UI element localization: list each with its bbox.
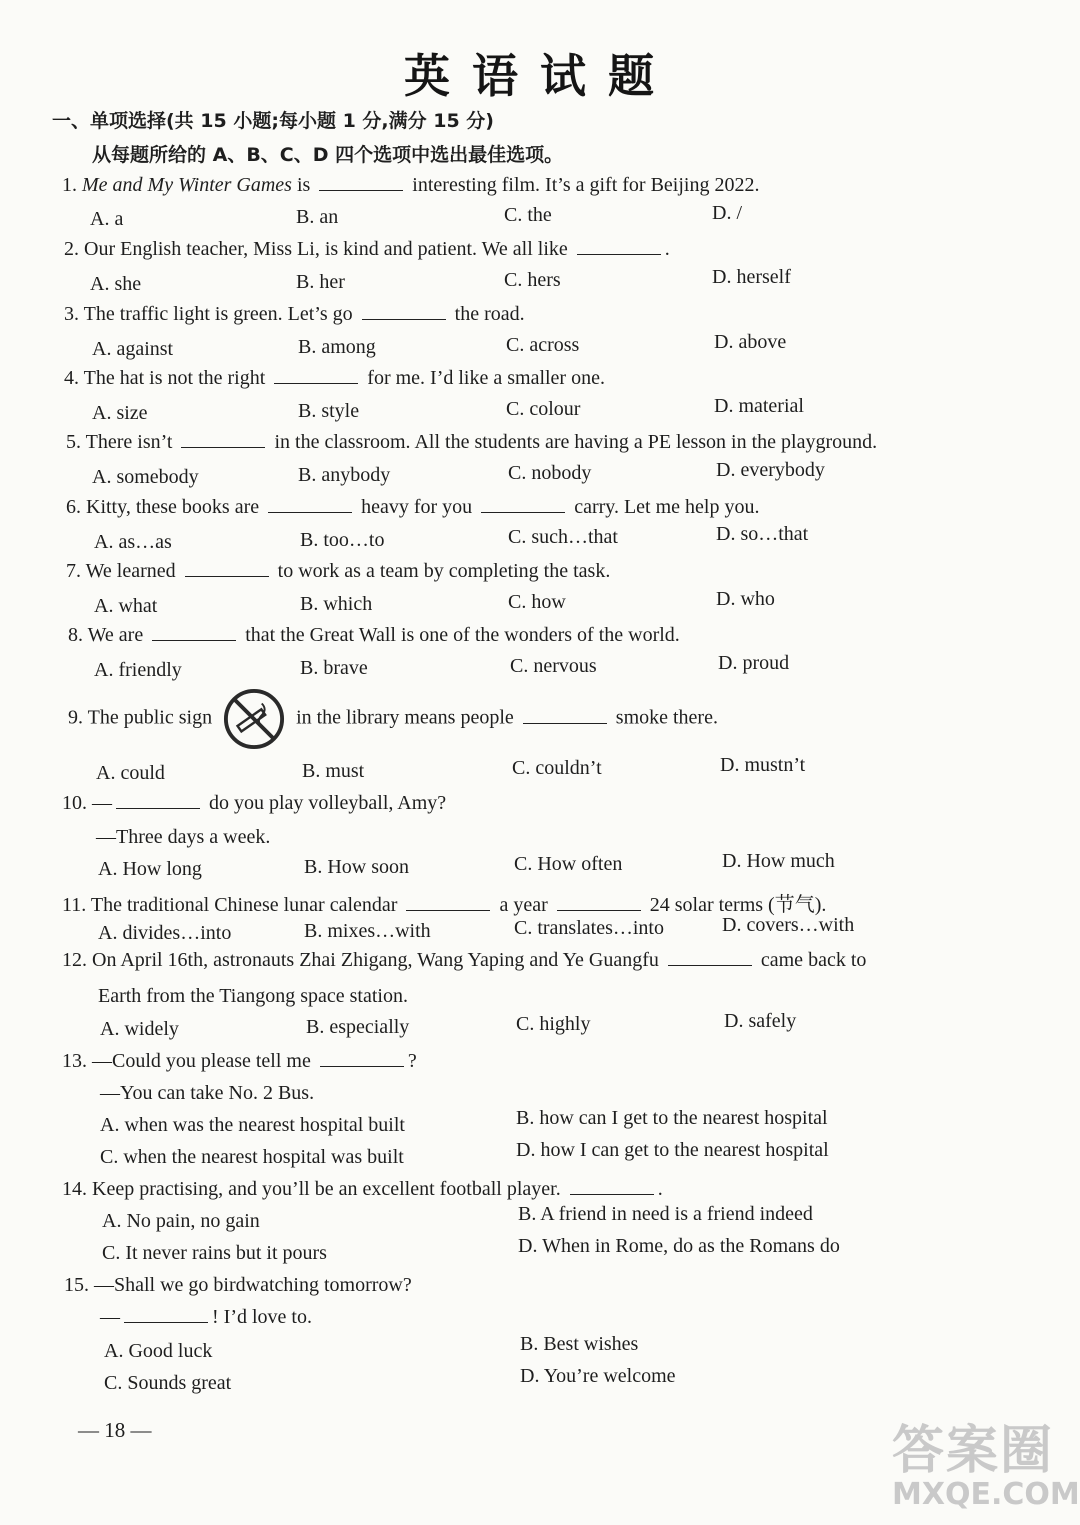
option-b: B. an: [296, 206, 339, 228]
answer-blank: [481, 498, 565, 513]
option-b: B. among: [298, 336, 376, 358]
answer-blank: [557, 896, 641, 911]
answer-blank: [181, 433, 265, 448]
question-11: 11. The traditional Chinese lunar calendar a year 24 solar terms (节气).: [62, 894, 827, 916]
question-8: 8. We are that the Great Wall is one of the wonders of the world.: [68, 624, 680, 646]
option-c: C. colour: [506, 398, 581, 420]
watermark: [892, 1408, 1080, 1512]
option-c: C. across: [506, 334, 580, 356]
option-a: A. a: [90, 208, 124, 230]
option-b: B. brave: [300, 657, 368, 679]
option-a: A. size: [92, 402, 148, 424]
question-4: 4. The hat is not the right for me. I’d like a smaller one.: [64, 367, 605, 389]
option-a: A. widely: [100, 1018, 179, 1040]
option-c: C. How often: [514, 853, 623, 875]
option-c: C. when the nearest hospital was built: [100, 1146, 404, 1168]
watermark-logo: 答案圈: [892, 1421, 1055, 1481]
watermark-url: MXQE.COM: [892, 1477, 1080, 1512]
option-b: B. must: [302, 760, 365, 782]
answer-blank: [116, 794, 200, 809]
option-a: A. divides…into: [98, 922, 232, 944]
option-b: B. anybody: [298, 464, 391, 486]
question-3: 3. The traffic light is green. Let’s go the road.: [64, 303, 525, 325]
answer-blank: [124, 1308, 208, 1323]
question-9: 9. The public sign in the library means people smoke there.: [68, 688, 718, 750]
option-c: C. nervous: [510, 655, 597, 677]
answer-blank: [319, 176, 403, 191]
option-d: D. above: [714, 331, 787, 353]
option-d: D. safely: [724, 1010, 797, 1032]
option-a: A. friendly: [94, 659, 182, 681]
option-c: C. the: [504, 204, 552, 226]
question-10: 10. — do you play volleyball, Amy?: [62, 792, 447, 814]
answer-blank: [570, 1180, 654, 1195]
option-a: A. against: [92, 338, 174, 360]
question-12: 12. On April 16th, astronauts Zhai Zhigang, Wang Yaping and Ye Guangfu came back to: [62, 949, 867, 971]
option-a: A. No pain, no gain: [102, 1210, 260, 1232]
option-d: D. You’re welcome: [520, 1365, 676, 1387]
no-smoking-icon: [223, 688, 285, 750]
option-b: B. too…to: [300, 529, 385, 551]
question-7: 7. We learned to work as a team by completing the task.: [66, 560, 611, 582]
answer-blank: [406, 896, 490, 911]
answer-blank: [185, 562, 269, 577]
option-b: B. style: [298, 400, 360, 422]
option-d: D. who: [716, 588, 775, 610]
option-c: C. nobody: [508, 462, 592, 484]
option-c: C. couldn’t: [512, 757, 602, 779]
question-10-reply: —Three days a week.: [96, 826, 271, 848]
question-12-continued: Earth from the Tiangong space station.: [98, 985, 408, 1007]
option-d: D. herself: [712, 266, 791, 288]
option-b: B. mixes…with: [304, 920, 431, 942]
option-b: B. How soon: [304, 856, 410, 878]
option-d: D. When in Rome, do as the Romans do: [518, 1235, 840, 1257]
answer-blank: [274, 369, 358, 384]
option-d: D. everybody: [716, 459, 825, 481]
option-d: D. How much: [722, 850, 835, 872]
answer-blank: [152, 626, 236, 641]
answer-blank: [320, 1052, 404, 1067]
answer-blank: [577, 240, 661, 255]
option-a: A. when was the nearest hospital built: [100, 1114, 405, 1136]
option-a: A. somebody: [92, 466, 199, 488]
option-d: D. how I can get to the nearest hospital: [516, 1139, 829, 1161]
section-heading: 一、单项选择(共 15 小题;每小题 1 分,满分 15 分): [52, 110, 494, 132]
option-a: A. Good luck: [104, 1340, 213, 1362]
answer-blank: [268, 498, 352, 513]
question-14: 14. Keep practising, and you’ll be an excellent football player. .: [62, 1178, 663, 1200]
question-15: 15. —Shall we go birdwatching tomorrow?: [64, 1274, 412, 1296]
question-6: 6. Kitty, these books are heavy for you carry. Let me help you.: [66, 496, 760, 518]
option-a: A. could: [96, 762, 165, 784]
instruction-text: 从每题所给的 A、B、C、D 四个选项中选出最佳选项。: [92, 144, 564, 166]
option-b: B. her: [296, 271, 345, 293]
option-c: C. such…that: [508, 526, 618, 548]
question-13-reply: —You can take No. 2 Bus.: [100, 1082, 315, 1104]
option-b: B. especially: [306, 1016, 410, 1038]
question-13: 13. —Could you please tell me ?: [62, 1050, 417, 1072]
option-a: A. what: [94, 595, 158, 617]
option-a: A. as…as: [94, 531, 172, 553]
question-5: 5. There isn’t in the classroom. All the students are having a PE lesson in the playground.: [66, 431, 878, 453]
option-d: D. mustn’t: [720, 754, 806, 776]
option-d: D. so…that: [716, 523, 809, 545]
option-a: A. she: [90, 273, 142, 295]
option-d: D. material: [714, 395, 804, 417]
option-d: D. /: [712, 202, 742, 224]
answer-blank: [668, 951, 752, 966]
question-15-reply: — ! I’d love to.: [100, 1306, 312, 1328]
option-d: D. proud: [718, 652, 790, 674]
question-1: 1. Me and My Winter Games is interesting film. It’s a gift for Beijing 2022.: [62, 174, 760, 196]
page-number: — 18 —: [78, 1418, 152, 1442]
question-2: 2. Our English teacher, Miss Li, is kind and patient. We all like .: [64, 238, 670, 260]
option-c: C. how: [508, 591, 566, 613]
option-c: C. highly: [516, 1013, 591, 1035]
option-b: B. how can I get to the nearest hospital: [516, 1107, 828, 1129]
option-c: C. Sounds great: [104, 1372, 232, 1394]
option-c: C. translates…into: [514, 917, 664, 939]
option-c: C. It never rains but it pours: [102, 1242, 327, 1264]
option-c: C. hers: [504, 269, 561, 291]
page-title: 英语试题: [404, 49, 676, 103]
answer-blank: [523, 709, 607, 724]
option-a: A. How long: [98, 858, 202, 880]
option-b: B. Best wishes: [520, 1333, 639, 1355]
option-d: D. covers…with: [722, 914, 855, 936]
answer-blank: [362, 305, 446, 320]
option-b: B. A friend in need is a friend indeed: [518, 1203, 813, 1225]
option-b: B. which: [300, 593, 373, 615]
